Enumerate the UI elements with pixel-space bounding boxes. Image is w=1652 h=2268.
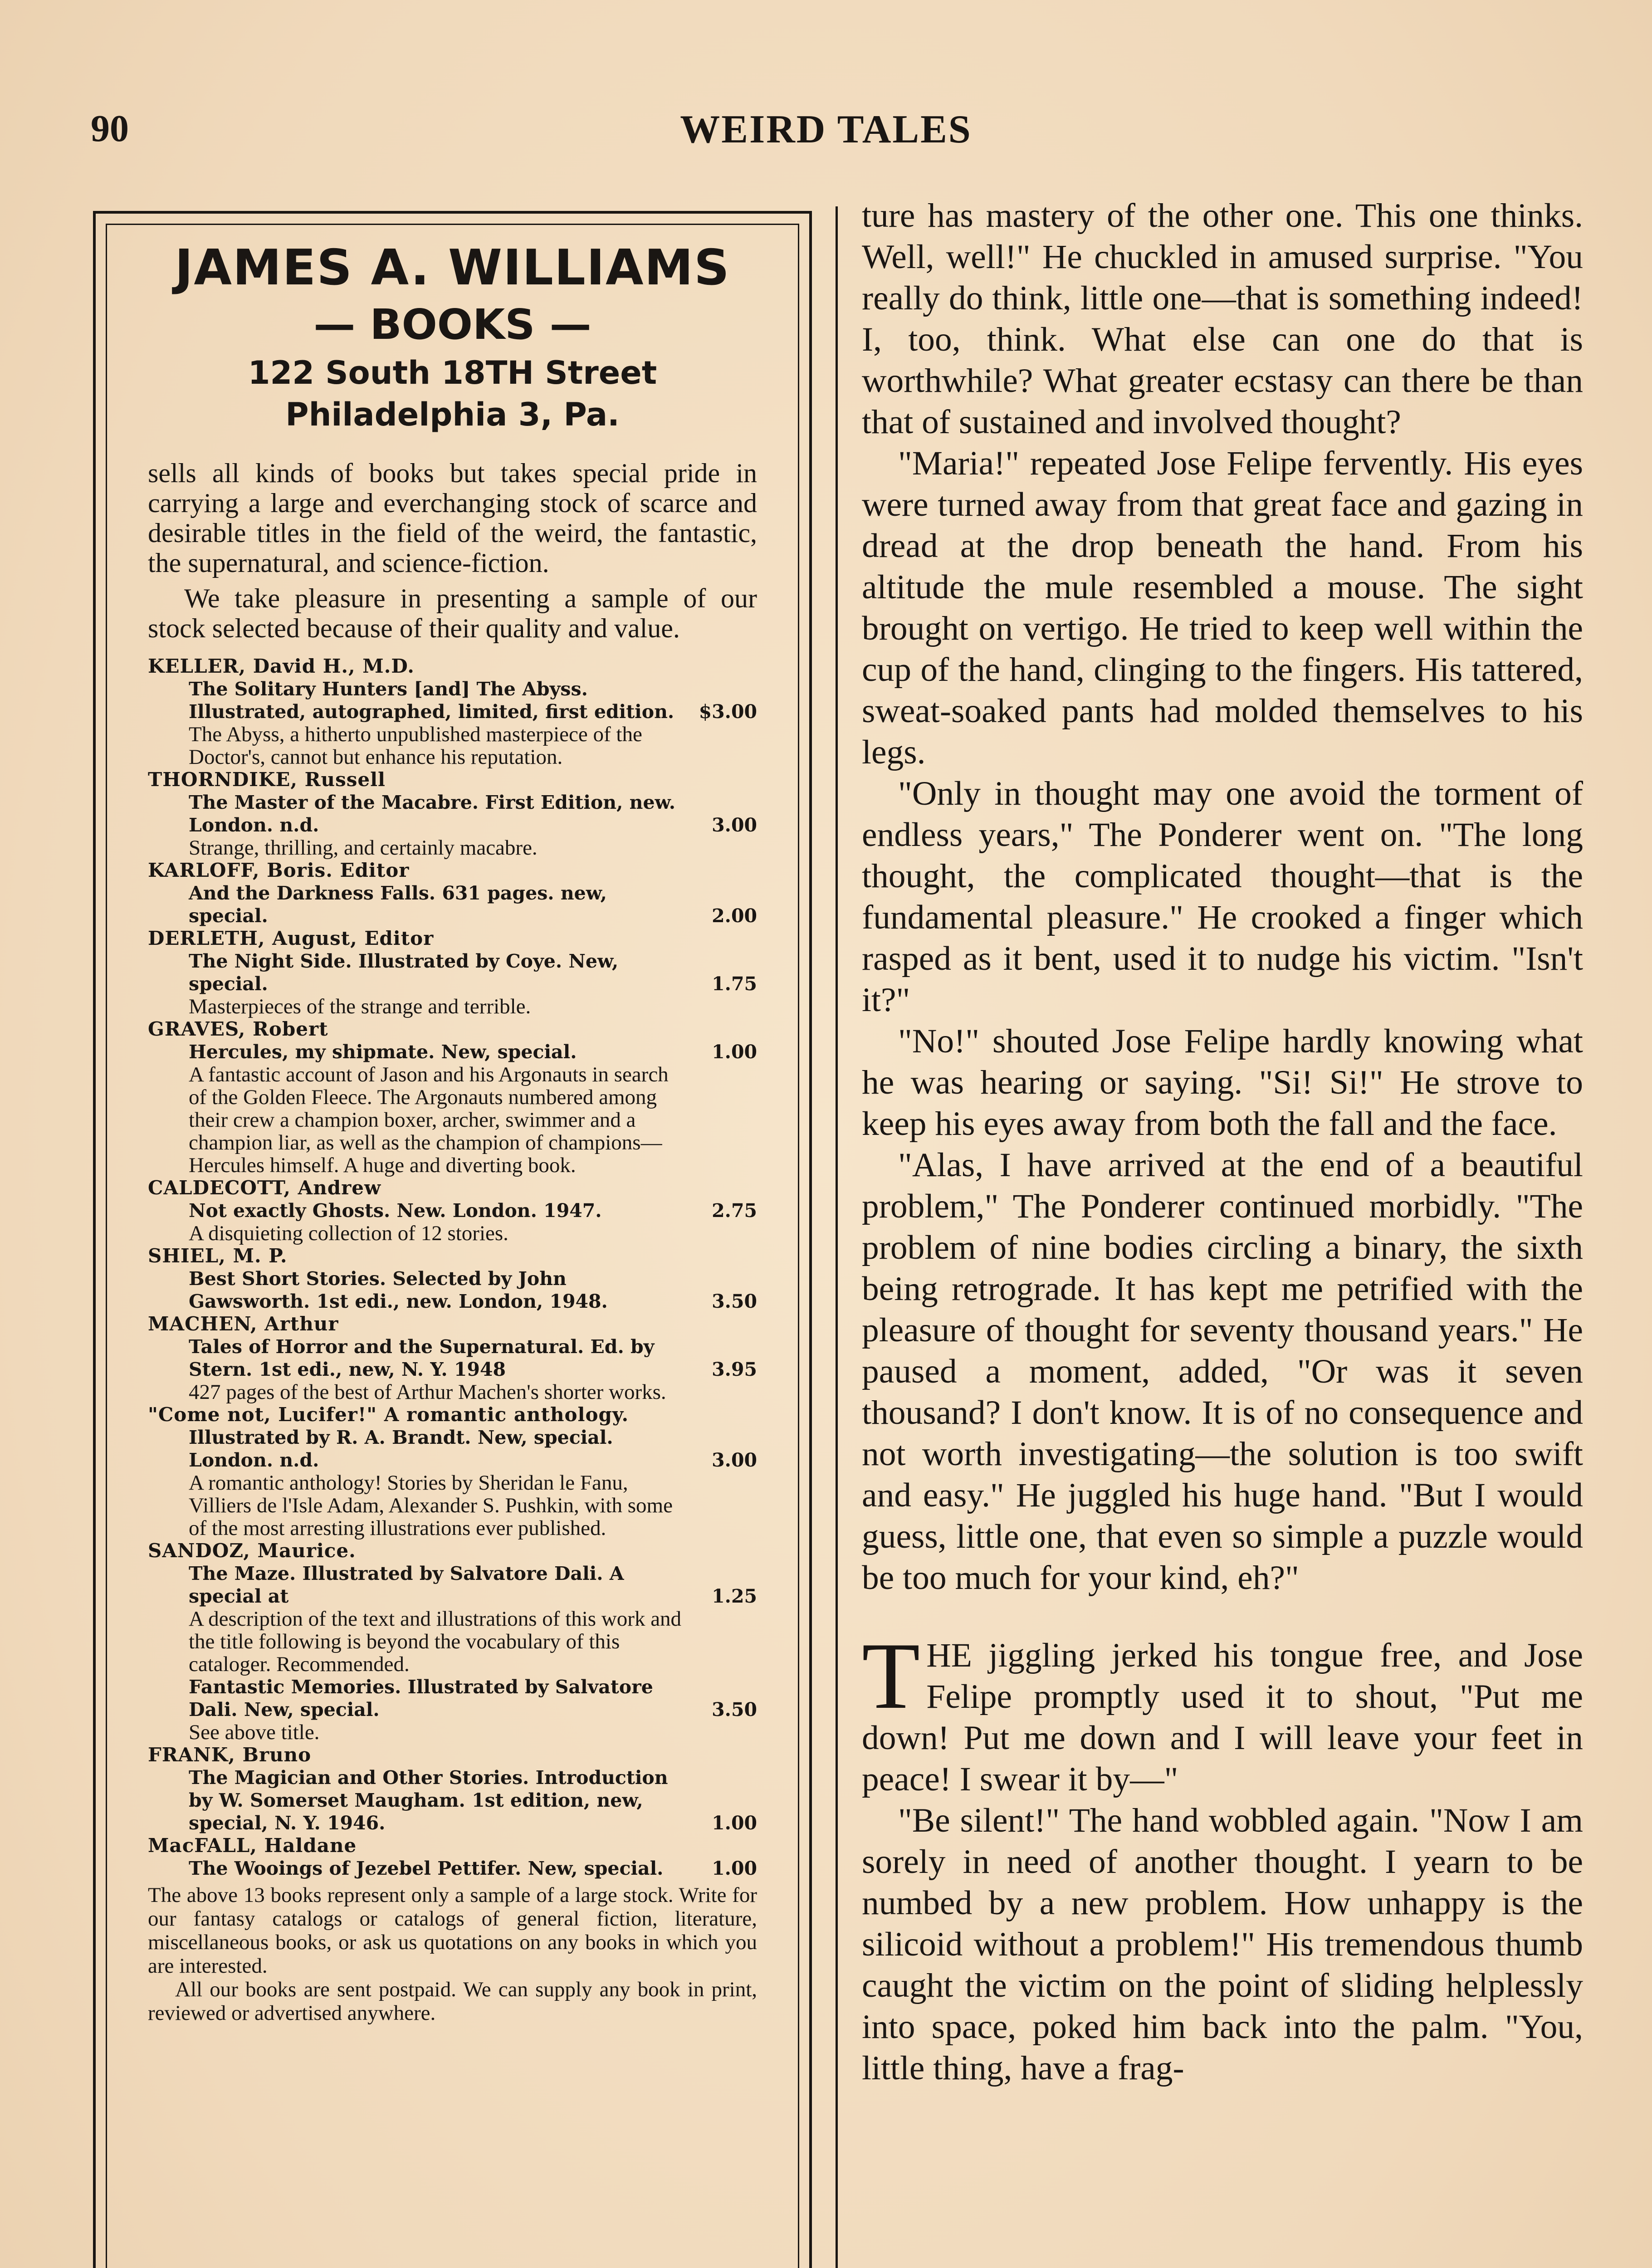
catalog-book-title: Fantastic Memories. Illustrated by Salvatore Dali. New, special. (189, 1676, 653, 1721)
story-paragraph: ture has mastery of the other one. This one thinks. Well, well!" He chuckled in amused surprise. "You really do think, little one—that is something indeed! I, too, think. What else can one do that is worthwhile? What greater ecstasy can there be than that of sustained and involved thought? (862, 197, 1583, 441)
catalog-author: FRANK, Bruno (148, 1744, 312, 1766)
story-column (862, 195, 1583, 2089)
catalog-book-title: And the Darkness Falls. 631 pages. new, special. (189, 882, 607, 927)
catalog-author: MacFALL, Haldane (148, 1834, 357, 1857)
catalog-description: See above title. (189, 1721, 320, 1744)
catalog-book-title: The Solitary Hunters [and] The Abyss. Illustrated, autographed, limited, first edition. (189, 678, 674, 723)
catalog-description: A romantic anthology! Stories by Sheridan le Fanu, Villiers de l'Isle Adam, Alexander S. Pushkin, with some of the most arresting illustrations ever published. (189, 1471, 673, 1540)
ad-street: 122 South 18TH Street (248, 354, 657, 391)
catalog-book-title: Tales of Horror and the Supernatural. Ed. by Stern. 1st edi., new, N. Y. 1948 (189, 1336, 655, 1380)
catalog-price: 1.00 (712, 1857, 757, 1879)
catalog-book-title: The Maze. Illustrated by Salvatore Dali. A special at (189, 1563, 624, 1607)
section-break (862, 1598, 1583, 1635)
catalog-price: 3.50 (712, 1290, 757, 1312)
catalog-price: 1.25 (712, 1585, 757, 1607)
catalog-description: 427 pages of the best of Arthur Machen's shorter works. (189, 1380, 666, 1404)
catalog-price: 3.95 (712, 1359, 757, 1380)
catalog-entry (148, 1834, 757, 1880)
story-paragraph: "Only in thought may one avoid the torment of endless years," The Ponderer went on. "The long thought, the complicated thought—that is the fundamental pleasure." He crooked a finger which rasped as it bent, used it to nudge his victim. "Isn't it?" (862, 775, 1583, 1019)
catalog-price: 3.50 (712, 1699, 757, 1721)
ad-closing-paragraph-2: All our books are sent postpaid. We can supply any book in print, reviewed or advertised anywhere. (148, 1978, 757, 2025)
story-paragraph: "No!" shouted Jose Felipe hardly knowing what he was hearing or saying. "Si! Si!" He strove to keep his eyes away from both the fall and the face. (862, 1022, 1583, 1143)
catalog-author: CALDECOTT, Andrew (148, 1177, 381, 1199)
story-paragraph-dropcap (862, 1623, 1583, 1800)
story-paragraph: "Alas, I have arrived at the end of a beautiful problem," The Ponderer continued morbidly. "The problem of nine bodies circling a binary, the sixth being retrograde. It has kept me petrified with the pleasure of thought for seventy thousand years." He paused a moment, added, "Or was it seven thousand? I don't know. It is of no consequence and not worth investigating—the solution is too swift and easy." He juggled his huge hand. "But I would guess, little one, that even so simple a puzzle would be too much for your kind, eh?" (862, 1146, 1583, 1597)
ad-seller-name: JAMES A. WILLIAMS (175, 240, 730, 296)
catalog-price: 3.00 (712, 1449, 757, 1471)
catalog-entry (148, 655, 757, 768)
catalog-description: The Abyss, a hitherto unpublished masterpiece of the Doctor's, cannot but enhance his reputation. (189, 723, 642, 769)
catalog-entry (148, 1313, 757, 1403)
catalog-description: A disquieting collection of 12 stories. (189, 1222, 508, 1245)
ad-intro (148, 458, 757, 643)
dropcap-paragraph-text: HE jiggling jerked his tongue free, and Jose Felipe promptly used it to shout, "Put me down! Put me down and I will leave your feet in peace! I swear it by—" (862, 1637, 1583, 1798)
catalog-price: 1.00 (712, 1812, 757, 1834)
ad-closing-paragraph-1: The above 13 books represent only a sample of a large stock. Write for our fantasy catalogs or catalogs of general fiction, literature, miscellaneous books, or ask us quotations on any books in which you are interested. (148, 1883, 757, 1978)
catalog-description: A fantastic account of Jason and his Argonauts in search of the Golden Fleece. The Argonauts numbered among their crew a champion boxer, archer, swimmer and a champion liar, as well as the champion of champions—Hercules himself. A huge and diverting book. (189, 1063, 669, 1177)
catalog-price: $3.00 (699, 701, 757, 723)
running-title: WEIRD TALES (680, 108, 972, 152)
story-paragraph: "Maria!" repeated Jose Felipe fervently. His eyes were turned away from that great face and gazing in dread at the drop beneath the hand. From his altitude the mule resembled a mouse. The sight brought on vertigo. He tried to keep well within the cup of the hand, clinging to the fingers. His tattered, sweat-soaked pants had molded themselves to his legs. (862, 445, 1583, 771)
catalog-book-title: Hercules, my shipmate. New, special. (189, 1041, 577, 1063)
catalog-author: THORNDIKE, Russell (148, 768, 386, 791)
catalog-author: GRAVES, Robert (148, 1018, 328, 1040)
catalog-book-title: The Magician and Other Stories. Introduction by W. Somerset Maugham. 1st edition, new, special, N. Y. 1946. (189, 1767, 668, 1834)
catalog-description: A description of the text and illustrations of this work and the title following is beyond the vocabulary of this cataloger. Recommended. (189, 1607, 682, 1676)
story-paragraph: "Be silent!" The hand wobbled again. "Now I am sorely in need of another thought. I yearn to be numbed by a new problem. How unhappy is the silicoid without a problem!" His tremendous thumb caught the victim on the point of sliding helplessly into space, poked him back into the palm. "You, little thing, have a frag- (862, 1802, 1583, 2087)
catalog-entry (148, 1018, 757, 1177)
drop-cap-letter: T (862, 1623, 920, 1729)
ad-books-heading: — BOOKS — (313, 300, 591, 349)
catalog-book-title: Illustrated by R. A. Brandt. New, special. London. n.d. (189, 1427, 613, 1471)
catalog-author: SANDOZ, Maurice. (148, 1540, 356, 1562)
book-catalog-list (148, 655, 757, 1880)
catalog-author: MACHEN, Arthur (148, 1313, 339, 1335)
catalog-entry (148, 1744, 757, 1834)
catalog-entry (148, 859, 757, 927)
catalog-author: KELLER, David H., M.D. (148, 655, 415, 677)
catalog-price: 2.75 (712, 1200, 757, 1222)
column-divider (836, 206, 838, 2268)
ad-inner-border (106, 224, 799, 2268)
catalog-price: 3.00 (712, 814, 757, 836)
catalog-book-title: The Night Side. Illustrated by Coye. New, special. (189, 950, 619, 995)
catalog-entry (148, 1403, 757, 1540)
catalog-price: 1.00 (712, 1041, 757, 1063)
catalog-price: 2.00 (712, 905, 757, 927)
ad-closing-text (148, 1883, 757, 2025)
ad-city: Philadelphia 3, Pa. (285, 396, 620, 433)
page-number: 90 (91, 108, 129, 150)
catalog-description: Strange, thrilling, and certainly macabre. (189, 836, 538, 860)
catalog-entry (148, 1245, 757, 1313)
catalog-book-title: The Wooings of Jezebel Pettifer. New, special. (189, 1857, 664, 1879)
catalog-author: SHIEL, M. P. (148, 1245, 288, 1267)
ad-intro-paragraph-2: We take pleasure in presenting a sample of our stock selected because of their quality and value. (148, 583, 757, 643)
catalog-author: DERLETH, August, Editor (148, 927, 434, 949)
catalog-description: Masterpieces of the strange and terrible. (189, 995, 531, 1018)
catalog-entry (148, 768, 757, 859)
catalog-book-title: Not exactly Ghosts. New. London. 1947. (189, 1200, 602, 1222)
catalog-book-title: The Master of the Macabre. First Edition, new. London. n.d. (189, 792, 675, 836)
catalog-entry (148, 1540, 757, 1676)
catalog-entry (148, 1177, 757, 1245)
catalog-author: KARLOFF, Boris. Editor (148, 859, 410, 881)
ad-intro-paragraph-1: sells all kinds of books but takes special pride in carrying a large and everchanging stock of scarce and desirable titles in the field of the weird, the fantastic, the supernatural, and science-fiction. (148, 458, 757, 578)
catalog-author: "Come not, Lucifer!" A romantic anthology. (148, 1403, 629, 1426)
bookseller-advertisement (93, 211, 812, 2268)
catalog-price: 1.75 (712, 973, 757, 995)
catalog-book-title: Best Short Stories. Selected by John Gawsworth. 1st edi., new. London, 1948. (189, 1268, 608, 1312)
catalog-entry (148, 927, 757, 1018)
catalog-entry (148, 1676, 757, 1744)
page-header (91, 107, 1561, 156)
